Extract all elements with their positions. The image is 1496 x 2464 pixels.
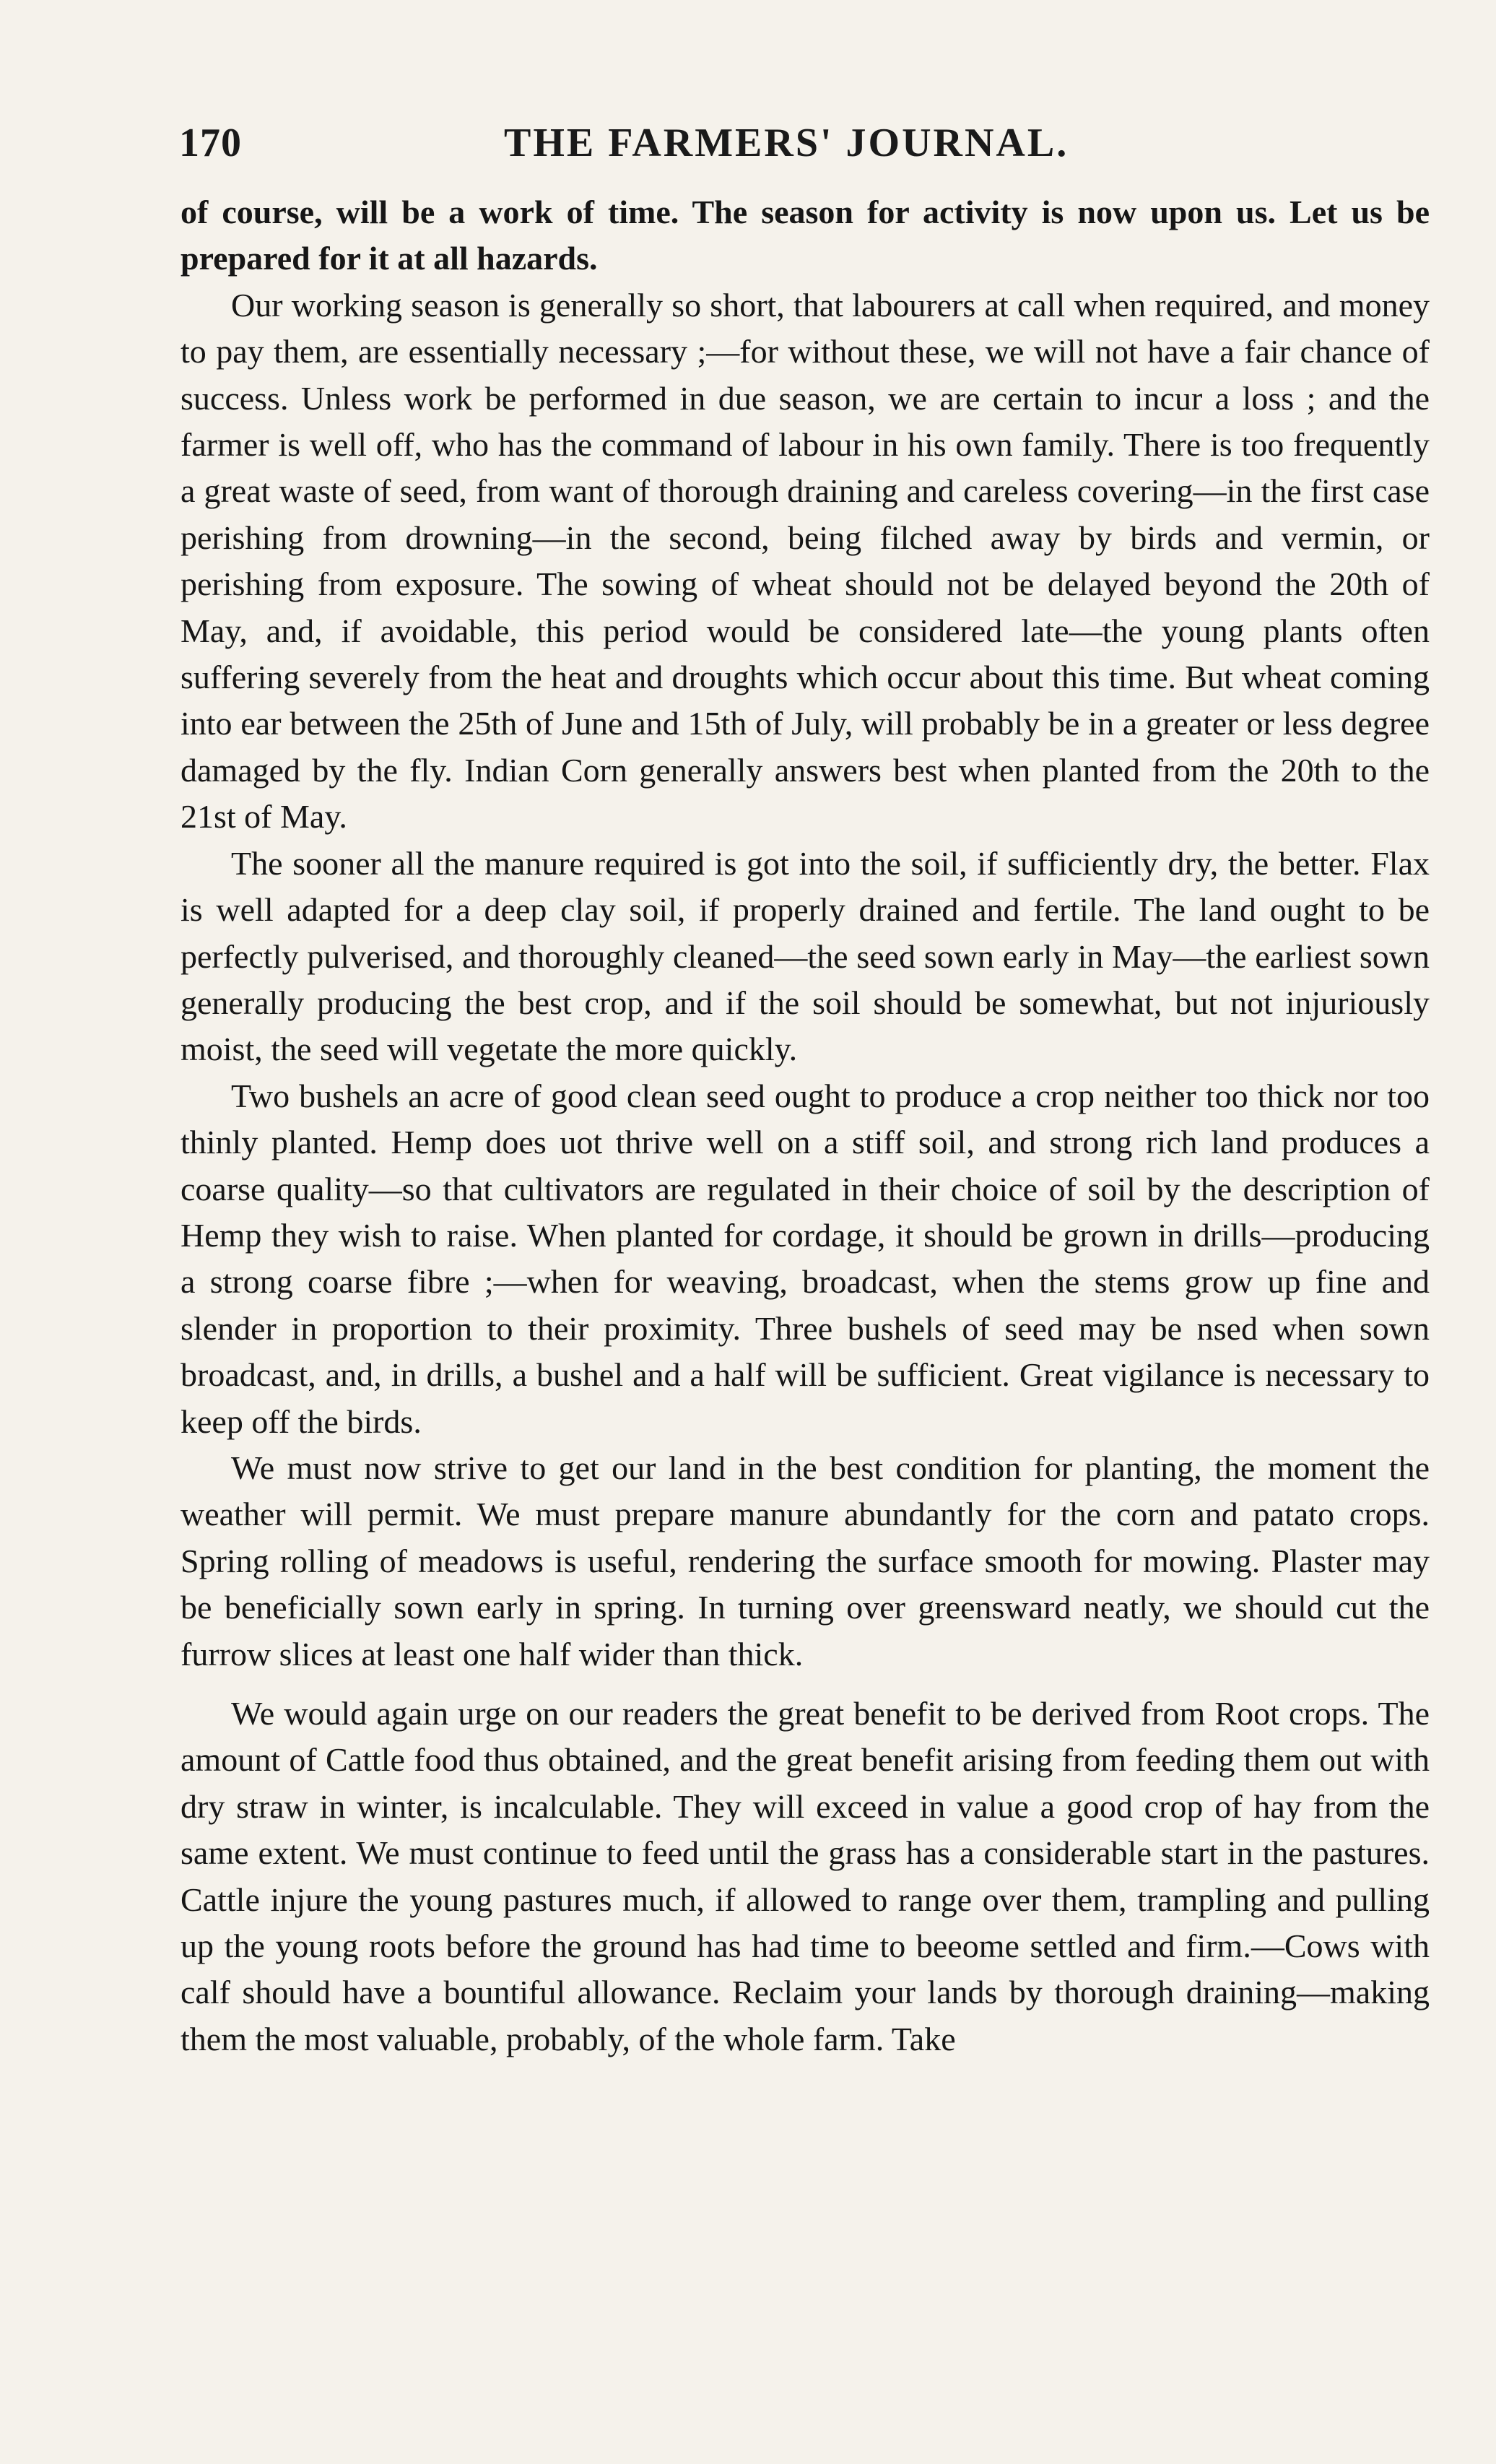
running-title: THE FARMERS' JOURNAL.	[504, 121, 1069, 165]
page-header	[179, 120, 1450, 178]
paragraph-working-season: Our working season is generally so short, that labourers at call when required, and money to pay them, are essentially necessary ;—for without these, we will not have a fair chance of success. Unless work be performed in due season, we are certain to incur a loss ; and the farmer is well off, who has the command of labour in his own family. There is too frequently a great waste of seed, from want of thorough draining and careless covering—in the first case perishing from drowning—in the second, being filched away by birds and vermin, or perishing from exposure. The sowing of wheat should not be delayed beyond the 20th of May, and, if avoidable, this period would be considered late—the young plants often suffering severely from the heat and droughts which occur about this time. But wheat coming into ear between the 25th of June and 15th of July, will probably be in a greater or less degree damaged by the fly. Indian Corn generally answers best when planted from the 20th to the 21st of May.	[181, 286, 1430, 836]
paragraph-manure-flax: The sooner all the manure required is got into the soil, if sufficiently dry, the better. Flax is well adapted for a deep clay soil, if properly drained and fertile. The land ought to be perfectly pulverised, and thoroughly cleaned—the seed sown early in May—the earliest sown generally producing the best crop, and if the soil should be somewhat, but not injuriously moist, the seed will vegetate the more quickly.	[181, 844, 1430, 1068]
paragraph-hemp: Two bushels an acre of good clean seed ought to produce a crop neither too thick nor too thinly planted. Hemp does uot thrive well on a stiff soil, and strong rich land produces a coarse quality—so that cultivators are regulated in their choice of soil by the description of Hemp they wish to raise. When planted for cordage, it should be grown in drills—producing a strong coarse fibre ;—when for weaving, broadcast, when the stems grow up fine and slender in proportion to their proximity. Three bushels of seed may be nsed when sown broadcast, and, in drills, a bushel and a half will be sufficient. Great vigilance is necessary to keep off the birds.	[181, 1077, 1430, 1440]
paragraph-root-crops: We would again urge on our readers the great benefit to be derived from Root crops. The amount of Cattle food thus obtained, and the great benefit arising from feeding them out with dry straw in winter, is incalculable. They will exceed in value a good crop of hay from the same extent. We must continue to feed until the grass has a considerable start in the pastures. Cattle injure the young pastures much, if allowed to range over them, trampling and pulling up the young roots before the ground has had time to beeome settled and firm.—Cows with calf should have a bountiful allowance. Reclaim your lands by thorough draining—making them the most valuable, probably, of the whole farm. Take	[181, 1695, 1430, 2057]
paragraph-continuation: of course, will be a work of time. The season for activity is now upon us. Let us be prepared for it at all hazards.	[181, 194, 1430, 277]
page-number: 170	[179, 121, 242, 165]
paragraph-planting: We must now strive to get our land in the best condition for planting, the moment the weather will permit. We must prepare manure abundantly for the corn and patato crops. Spring rolling of meadows is useful, rendering the surface smooth for mowing. Plaster may be beneficially sown early in spring. In turning over greensward neatly, we should cut the furrow slices at least one half wider than thick.	[181, 1449, 1430, 1673]
article-body	[181, 189, 1430, 2062]
